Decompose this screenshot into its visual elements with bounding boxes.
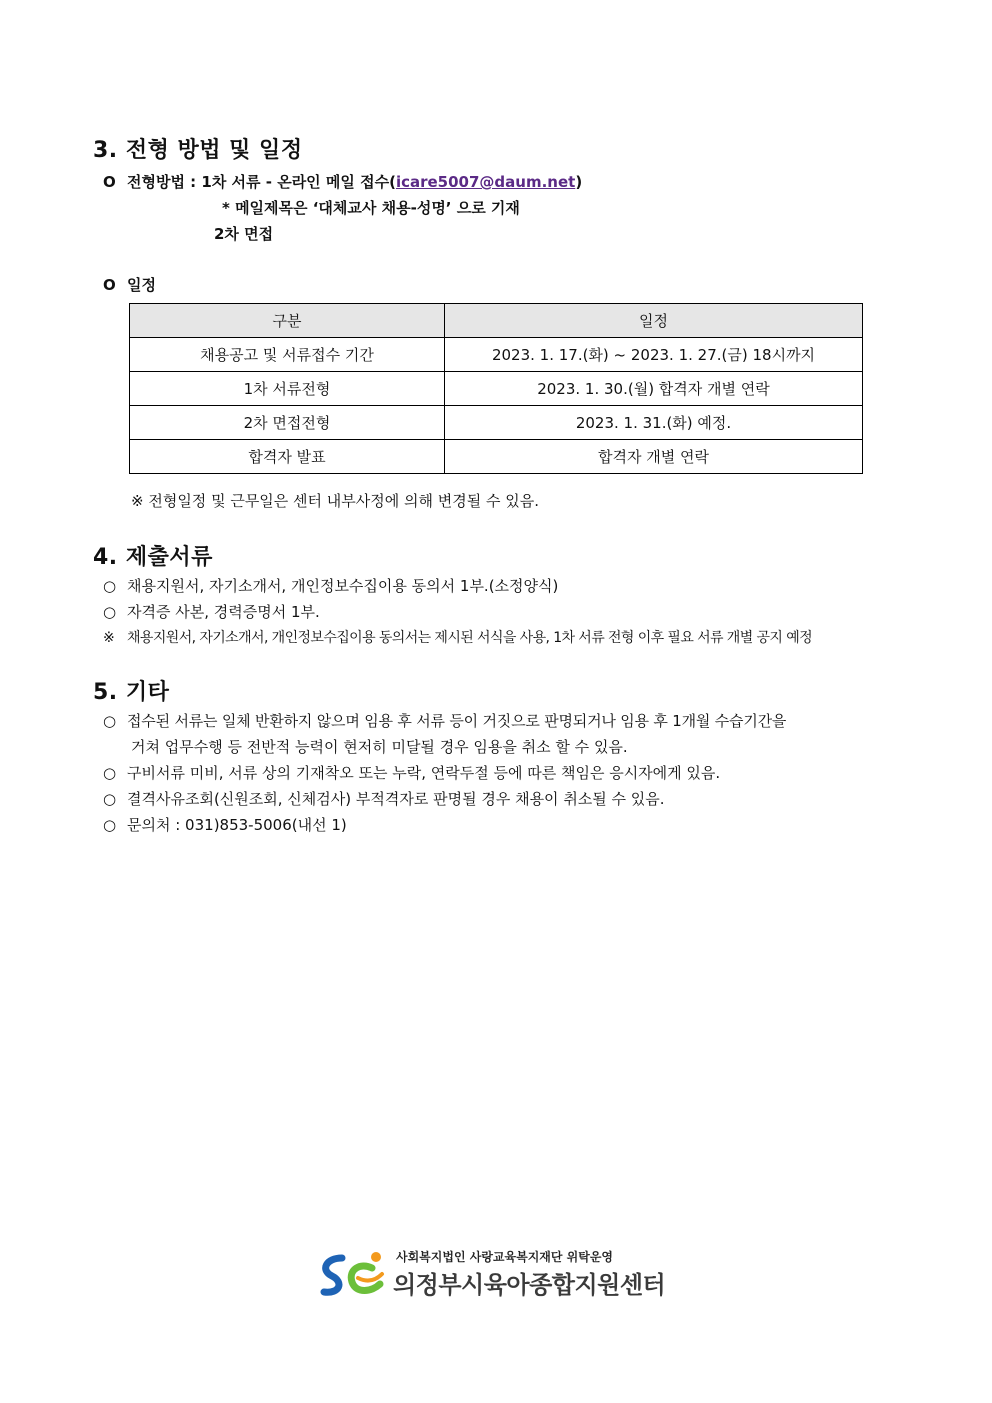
section-3-title: 3. 전형 방법 및 일정 [93,138,303,163]
table-cell: 합격자 발표 [130,440,445,474]
table-cell: 합격자 개별 연락 [445,440,863,474]
list-item [103,627,812,647]
table-cell: 1차 서류전형 [130,372,445,406]
bullet-circle: ○ [103,764,117,782]
bullet-circle: ○ [103,816,117,834]
table-row [130,338,863,372]
bullet-circle: ○ [103,790,117,808]
list-item [103,601,320,622]
table-cell: 2023. 1. 17.(화) ~ 2023. 1. 27.(금) 18시까지 [445,338,863,372]
table-cell: 2023. 1. 31.(화) 예정. [445,406,863,440]
table-cell: 2023. 1. 30.(월) 합격자 개별 연락 [445,372,863,406]
section-4-title: 4. 제출서류 [93,545,213,570]
table-row [130,406,863,440]
method-line [103,171,582,192]
table-cell: 채용공고 및 서류접수 기간 [130,338,445,372]
bullet-o: O [103,173,116,191]
list-item-continuation [131,736,628,757]
method-prefix: 전형방법 : 1차 서류 - 온라인 메일 접수( [127,173,396,191]
list-item-text: 거쳐 업무수행 등 전반적 능력이 현저히 미달될 경우 임용을 취소 할 수 있음. [131,738,628,756]
email-link[interactable]: icare5007@daum.net [395,173,576,191]
schedule-note: ※ 전형일정 및 근무일은 센터 내부사정에 의해 변경될 수 있음. [131,492,540,510]
section-5-title: 5. 기타 [93,680,170,705]
list-item-text: 접수된 서류는 일체 반환하지 않으며 임용 후 서류 등이 거짓으로 판명되거나 임용 후 1개월 수습기간을 [127,712,787,730]
schedule-label-line [103,274,156,295]
list-item-text: 문의처 : 031)853-5006(내선 1) [127,816,347,834]
bullet-circle: ○ [103,712,116,730]
list-item [103,814,347,835]
list-item-text: 채용지원서, 자기소개서, 개인정보수집이용 동의서 1부.(소정양식) [127,577,559,595]
table-header-row [130,304,863,338]
bullet-circle: ○ [103,577,117,595]
table-cell: 2차 면접전형 [130,406,445,440]
footer-org-name: 의정부시육아종합지원센터 [393,1271,666,1299]
list-item [103,788,665,809]
method-note: * 메일제목은 ‘대체교사 채용-성명’ 으로 기재 [222,199,520,217]
bullet-o: O [103,276,116,294]
footer-org-small: 사회복지법인 사랑교육복지재단 위탁운영 [396,1250,614,1264]
method-suffix: ) [575,173,583,191]
method-second: 2차 면접 [214,225,274,243]
table-row [130,372,863,406]
table-header-cell: 구분 [130,304,445,338]
bullet-circle: ○ [103,603,117,621]
list-item [103,762,720,783]
list-item [103,710,786,731]
list-item-text: 구비서류 미비, 서류 상의 기재착오 또는 누락, 연락두절 등에 따른 책임은 응시자에게 있음. [127,764,721,782]
bullet-note: ※ [103,630,115,646]
list-item-text: 자격증 사본, 경력증명서 1부. [127,603,320,621]
table-row [130,440,863,474]
list-item-text: 결격사유조회(신원조회, 신체검사) 부적격자로 판명될 경우 채용이 취소될 수 있음. [127,790,665,808]
schedule-table [129,303,863,474]
table-header-cell: 일정 [445,304,863,338]
list-item-text: 채용지원서, 자기소개서, 개인정보수집이용 동의서는 제시된 서식을 사용, 1차 서류 전형 이후 필요 서류 개별 공지 예정 [127,630,813,646]
list-item [103,575,558,596]
schedule-label: 일정 [127,276,156,294]
